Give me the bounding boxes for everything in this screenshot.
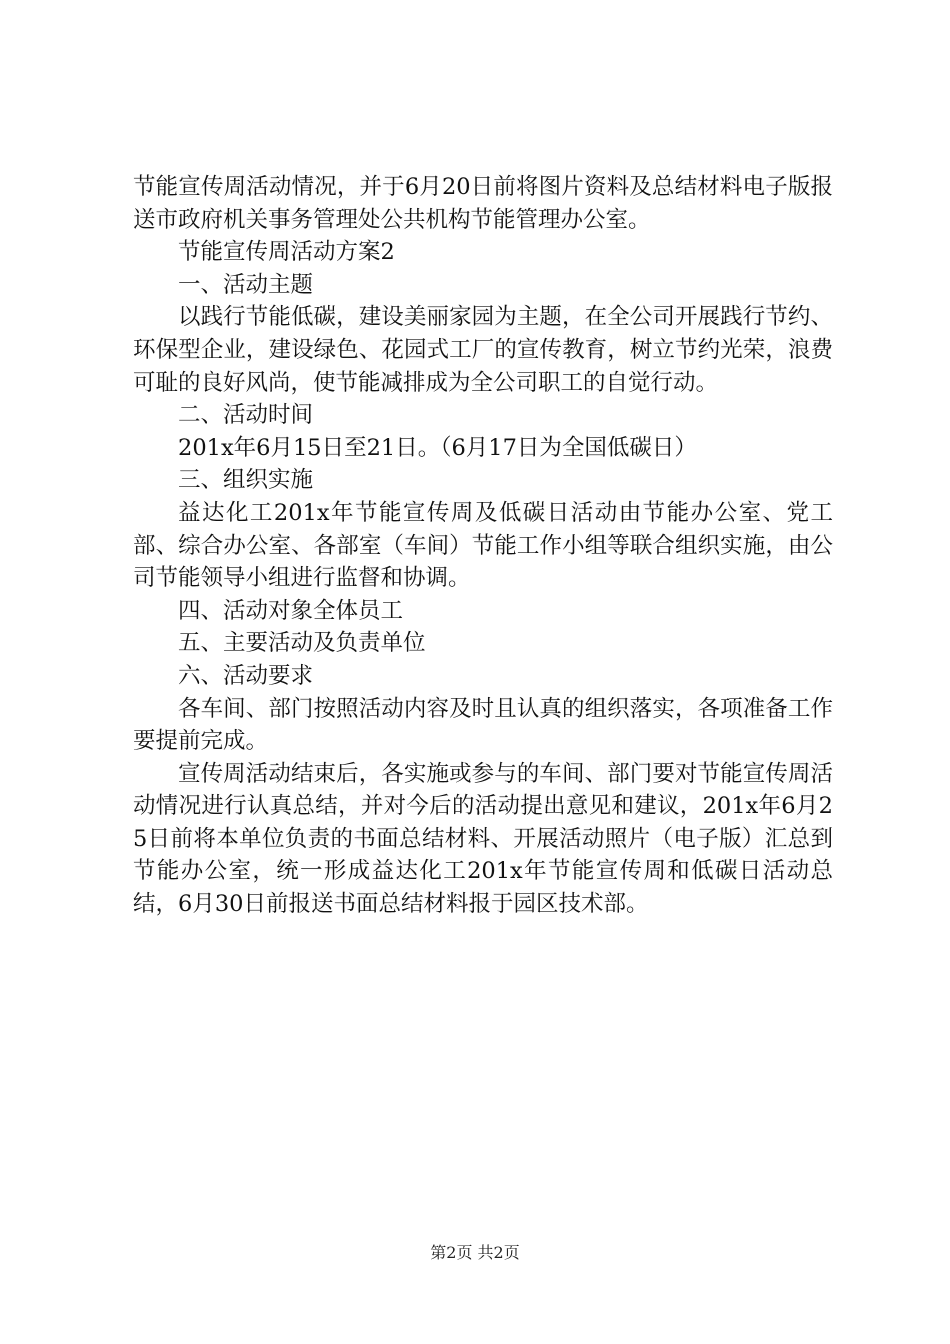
- section-heading-requirements: 六、活动要求: [178, 662, 314, 689]
- paragraph-continuation: 节能宣传周活动情况，并于6月20日前将图片资料及总结材料电子版报送市政府机关事务管理处公共机构节能管理办公室。: [133, 174, 833, 233]
- section-heading-theme: 一、活动主题: [178, 271, 314, 298]
- document-body: [133, 171, 833, 921]
- paragraph-organization: 益达化工201x年节能宣传周及低碳日活动由节能办公室、党工部、综合办公室、各部室（车间）节能工作小组等联合组织实施，由公司节能领导小组进行监督和协调。: [133, 499, 833, 592]
- paragraph-requirements-2: 宣传周活动结束后，各实施或参与的车间、部门要对节能宣传周活动情况进行认真总结，并对今后的活动提出意见和建议，201x年6月25日前将本单位负责的书面总结材料、开展活动照片（电子版）汇总到节能办公室，统一形成益达化工201x年节能宣传周和低碳日活动总结，6月30日前报送书面总结材料报于园区技术部。: [133, 760, 833, 918]
- paragraph-requirements-1: 各车间、部门按照活动内容及时且认真的组织落实，各项准备工作要提前完成。: [133, 695, 833, 755]
- paragraph-theme: 以践行节能低碳，建设美丽家园为主题，在全公司开展践行节约、环保型企业，建设绿色、花园式工厂的宣传教育，树立节约光荣，浪费可耻的良好风尚，使节能减排成为全公司职工的自觉行动。: [133, 304, 833, 396]
- paragraph-time: 201x年6月15日至21日。（6月17日为全国低碳日）: [178, 434, 697, 461]
- plan-title: 节能宣传周活动方案2: [178, 239, 395, 266]
- section-heading-time: 二、活动时间: [178, 402, 314, 429]
- page-footer: 第2页 共2页: [430, 1243, 520, 1262]
- section-heading-organization: 三、组织实施: [178, 467, 314, 494]
- section-heading-audience: 四、活动对象全体员工: [178, 597, 404, 624]
- section-heading-activities: 五、主要活动及负责单位: [178, 630, 426, 657]
